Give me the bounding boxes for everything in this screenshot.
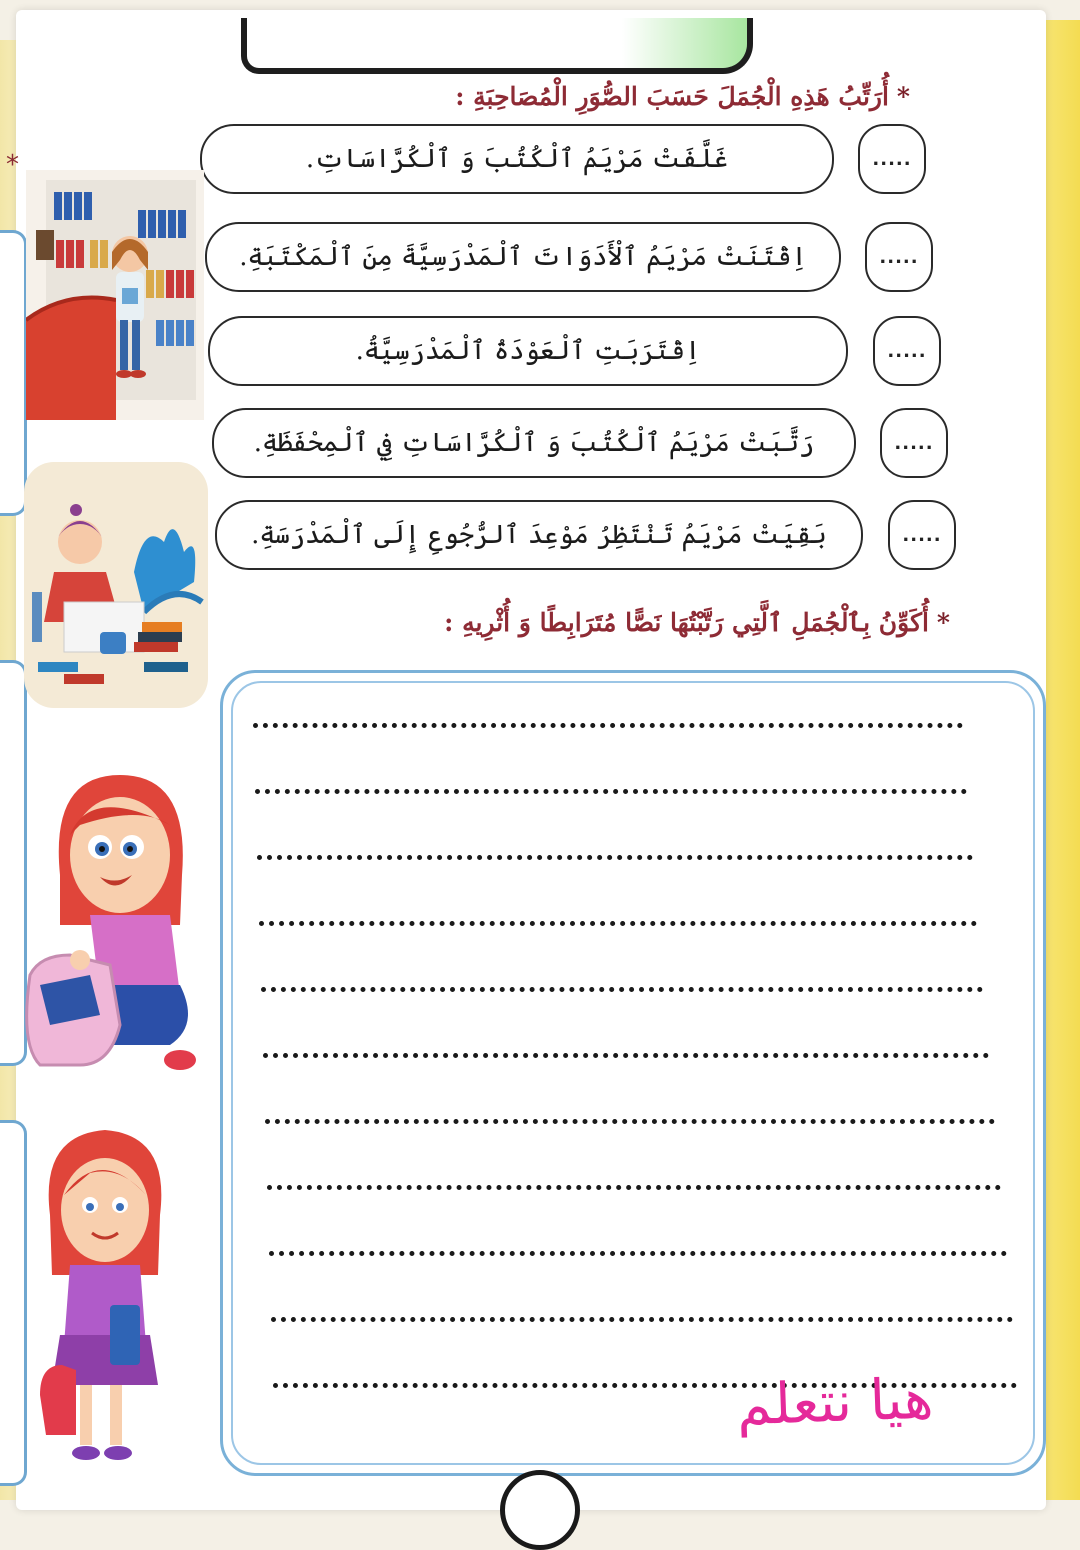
writing-line[interactable] xyxy=(261,987,983,992)
exercise1-instruction xyxy=(330,82,910,111)
sentence-card xyxy=(208,316,848,386)
writing-line[interactable] xyxy=(263,1053,989,1058)
order-number-field[interactable]: ..... xyxy=(865,222,933,292)
left-strip-star: * xyxy=(6,150,19,180)
instruction-text: أُرَتِّبُ هَذِهِ الْجُمَلَ حَسَبَ الصُّوَرِ الْمُصَاحِبَةِ : xyxy=(455,82,889,111)
writing-line[interactable] xyxy=(269,1251,1007,1256)
sentence-row-1 xyxy=(200,124,935,198)
sentence-row-5 xyxy=(215,500,965,574)
girl-with-backpack-illustration xyxy=(20,765,200,1075)
writing-line[interactable] xyxy=(255,789,967,794)
sentence-text: بَقِيَتْ مَرْيَمُ تَنْتَظِرُ مَوْعِدَ ٱلرُّجُوعِ إِلَى ٱلْمَدْرَسَةِ. xyxy=(251,520,827,550)
sentence-text: اِقْتَنَتْ مَرْيَمُ ٱلْأَدَوَاتَ ٱلْمَدْرَسِيَّةَ مِنَ ٱلْمَكْتَبَةِ. xyxy=(239,242,807,272)
instruction-star: * xyxy=(936,608,950,637)
sentence-card xyxy=(215,500,863,570)
sentence-text: اِقْتَرَبَتِ ٱلْعَوْدَةُ ٱلْمَدْرَسِيَّةُ. xyxy=(355,336,701,366)
writing-line[interactable] xyxy=(265,1119,995,1124)
header-tab xyxy=(241,18,753,74)
sentence-card xyxy=(212,408,856,478)
girl-standing-illustration xyxy=(40,1125,170,1475)
order-number-field[interactable]: ..... xyxy=(880,408,948,478)
sentence-text: غَلَّفَتْ مَرْيَمُ ٱلْكُتُبَ وَ ٱلْكُرَّاسَاتِ. xyxy=(305,144,729,174)
sentence-card xyxy=(205,222,841,292)
writing-line[interactable] xyxy=(271,1317,1013,1322)
sentence-card xyxy=(200,124,834,194)
sentence-row-3 xyxy=(208,316,948,390)
writing-line[interactable] xyxy=(253,723,963,728)
sentence-text: رَتَّبَتْ مَرْيَمُ ٱلْكُتُبَ وَ ٱلْكُرَّاسَاتِ فِي ٱلْمِحْفَظَةِ. xyxy=(253,428,815,458)
order-number-field[interactable]: ..... xyxy=(888,500,956,570)
watermark: هيا نتعلم xyxy=(735,1366,935,1439)
exercise2-instruction xyxy=(300,608,950,637)
writing-line[interactable] xyxy=(267,1185,1001,1190)
instruction-star: * xyxy=(896,82,910,111)
writing-line[interactable] xyxy=(259,921,977,926)
girl-packing-illustration xyxy=(24,462,208,708)
sentence-row-2 xyxy=(205,222,940,296)
instruction-text: أُكَوِّنُ بِٱلْجُمَلِ ٱلَّتِي رَتَّبْتُهَا نَصًّا مُتَرَابِطًا وَ أُثْرِيهِ : xyxy=(444,608,929,637)
order-number-field[interactable]: ..... xyxy=(858,124,926,194)
writing-area-inner-border xyxy=(231,681,1035,1465)
library-illustration xyxy=(26,170,204,420)
left-strip-box xyxy=(0,230,27,516)
sentence-row-4 xyxy=(212,408,957,482)
page-number-badge xyxy=(500,1470,580,1550)
order-number-field[interactable]: ..... xyxy=(873,316,941,386)
left-strip-box xyxy=(0,1120,27,1486)
writing-area[interactable] xyxy=(220,670,1046,1476)
writing-line[interactable] xyxy=(257,855,973,860)
